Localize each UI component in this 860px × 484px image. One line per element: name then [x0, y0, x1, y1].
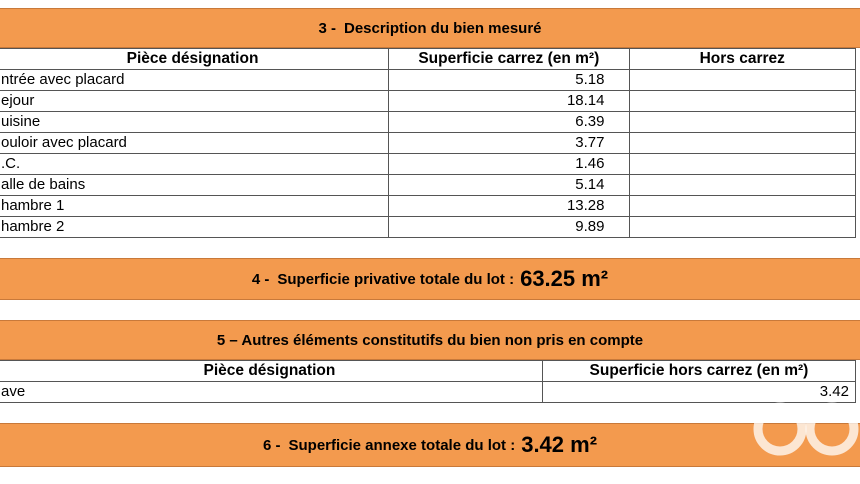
carrez-cell: 5.14	[389, 175, 629, 196]
piece-cell: .C.	[0, 154, 389, 175]
piece-cell: hambre 2	[0, 217, 389, 238]
piece-cell: alle de bains	[0, 175, 389, 196]
carrez-cell: 18.14	[389, 91, 629, 112]
section-4-number: 4 -	[251, 270, 270, 288]
table-row	[0, 382, 856, 403]
hors-carrez-cell	[629, 217, 856, 238]
piece-cell: hambre 1	[0, 196, 389, 217]
table-row	[0, 91, 856, 112]
section-5-title: 5 – Autres éléments constitutifs du bien non pris en compte	[216, 331, 644, 349]
table-row	[0, 217, 856, 238]
table-row	[0, 70, 856, 91]
table-row	[0, 196, 856, 217]
description-table-header-row	[0, 49, 856, 70]
section-4-total-value: 63.25 m²	[520, 266, 609, 291]
piece-cell: ouloir avec placard	[0, 133, 389, 154]
piece-cell: ejour	[0, 91, 389, 112]
hors-carrez-cell	[629, 175, 856, 196]
section-4-total-band	[0, 258, 860, 300]
carrez-cell: 6.39	[389, 112, 629, 133]
header-piece-designation: Pièce désignation	[0, 49, 389, 70]
header-piece-designation: Pièce désignation	[0, 361, 542, 382]
annexes-table-header-row	[0, 361, 856, 382]
table-row	[0, 133, 856, 154]
hors-carrez-cell: 3.42	[542, 382, 855, 403]
carrez-cell: 5.18	[389, 70, 629, 91]
section-3-number: 3 -	[318, 19, 336, 37]
carrez-cell: 9.89	[389, 217, 629, 238]
header-hors-carrez: Hors carrez	[629, 49, 856, 70]
piece-cell: ave	[0, 382, 542, 403]
table-row	[0, 154, 856, 175]
hors-carrez-cell	[629, 154, 856, 175]
piece-cell: uisine	[0, 112, 389, 133]
section-5-header	[0, 320, 860, 360]
table-row	[0, 112, 856, 133]
section-6-number: 6 -	[262, 436, 281, 454]
hors-carrez-cell	[629, 133, 856, 154]
hors-carrez-cell	[629, 91, 856, 112]
header-superficie-carrez: Superficie carrez (en m²)	[389, 49, 629, 70]
hors-carrez-cell	[629, 70, 856, 91]
table-row	[0, 175, 856, 196]
carrez-cell: 3.77	[389, 133, 629, 154]
section-6-total-band	[0, 423, 860, 467]
carrez-cell: 1.46	[389, 154, 629, 175]
hors-carrez-cell	[629, 112, 856, 133]
section-6-total-value: 3.42 m²	[521, 432, 598, 457]
carrez-cell: 13.28	[389, 196, 629, 217]
description-table	[0, 48, 856, 238]
section-4-label: Superficie privative totale du lot :	[277, 270, 515, 288]
section-3-header	[0, 8, 860, 48]
section-3-title: Description du bien mesuré	[343, 19, 542, 37]
section-6-label: Superficie annexe totale du lot :	[288, 436, 516, 454]
header-superficie-hors-carrez: Superficie hors carrez (en m²)	[542, 361, 855, 382]
piece-cell: ntrée avec placard	[0, 70, 389, 91]
hors-carrez-cell	[629, 196, 856, 217]
annexes-table	[0, 360, 856, 403]
